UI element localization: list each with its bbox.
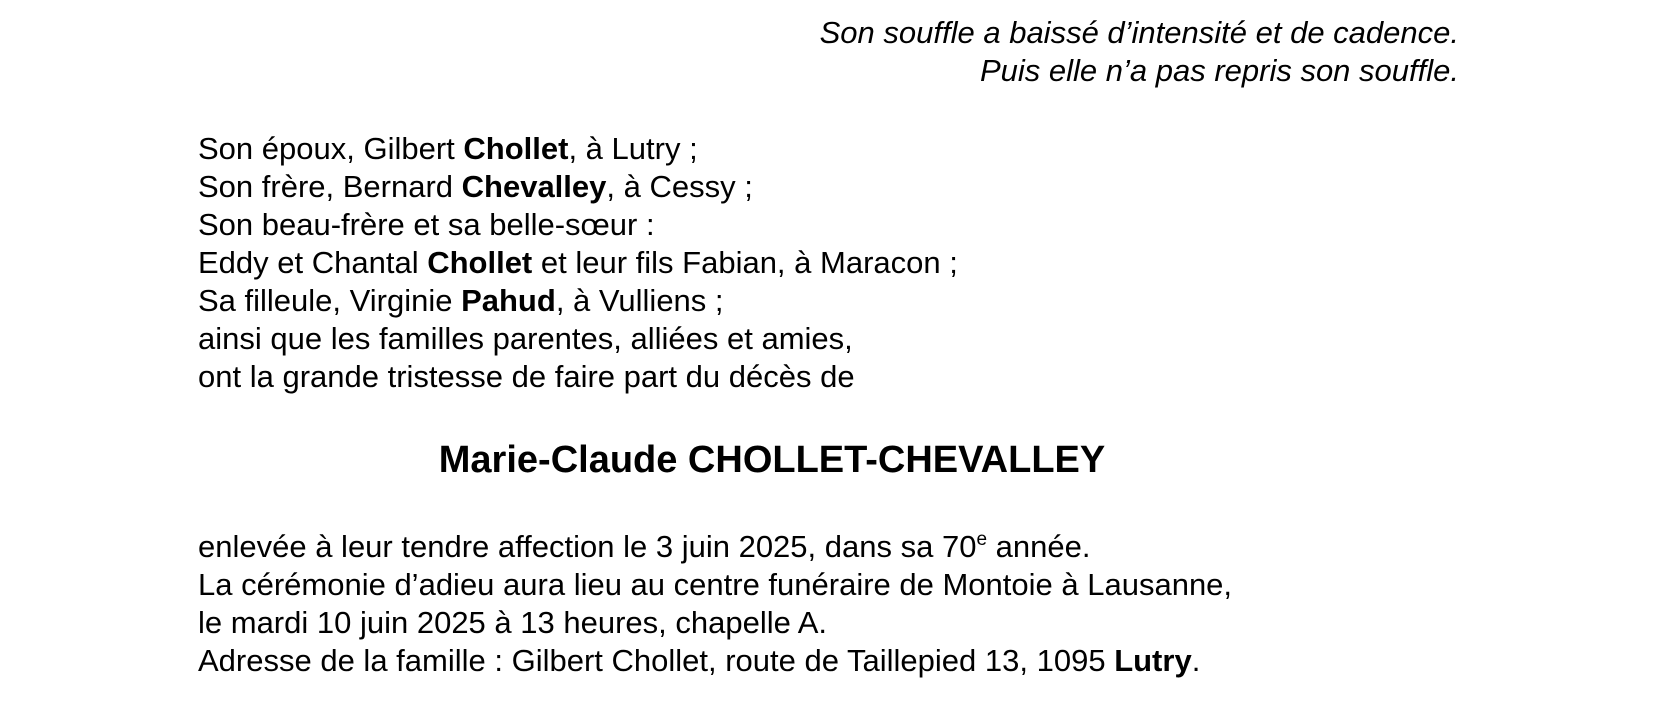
ceremony-location-line: La cérémonie d’adieu aura lieu au centre funéraire de Montoie à Lausanne, bbox=[198, 567, 1233, 602]
family-line: ont la grande tristesse de faire part du décès de bbox=[198, 359, 855, 394]
family-address-line: Adresse de la famille : Gilbert Chollet, route de Taillepied 13, 1095 Lutry. bbox=[198, 643, 1201, 678]
family-line: Sa filleule, Virginie Pahud, à Vulliens ; bbox=[198, 283, 724, 318]
family-line: Son frère, Bernard Chevalley, à Cessy ; bbox=[198, 169, 753, 204]
ceremony-details bbox=[198, 528, 1232, 680]
deceased-name-text: Marie-Claude CHOLLET-CHEVALLEY bbox=[438, 439, 1106, 481]
epigraph-line: Son souffle a baissé d’intensité et de cadence. bbox=[819, 15, 1459, 50]
ceremony-date-line: le mardi 10 juin 2025 à 13 heures, chapelle A. bbox=[198, 605, 828, 640]
family-line: Son beau-frère et sa belle-sœur : bbox=[198, 207, 655, 242]
epigraph bbox=[0, 14, 1459, 90]
family-line: ainsi que les familles parentes, alliées et amies, bbox=[198, 321, 853, 356]
family-line: Eddy et Chantal Chollet et leur fils Fabian, à Maracon ; bbox=[198, 245, 958, 280]
epigraph-line: Puis elle n’a pas repris son souffle. bbox=[979, 53, 1459, 88]
family-line: Son époux, Gilbert Chollet, à Lutry ; bbox=[198, 131, 698, 166]
deceased-name bbox=[0, 437, 1654, 483]
death-announcement-line: enlevée à leur tendre affection le 3 juin 2025, dans sa 70e année. bbox=[198, 529, 1091, 564]
family-list bbox=[198, 130, 958, 396]
